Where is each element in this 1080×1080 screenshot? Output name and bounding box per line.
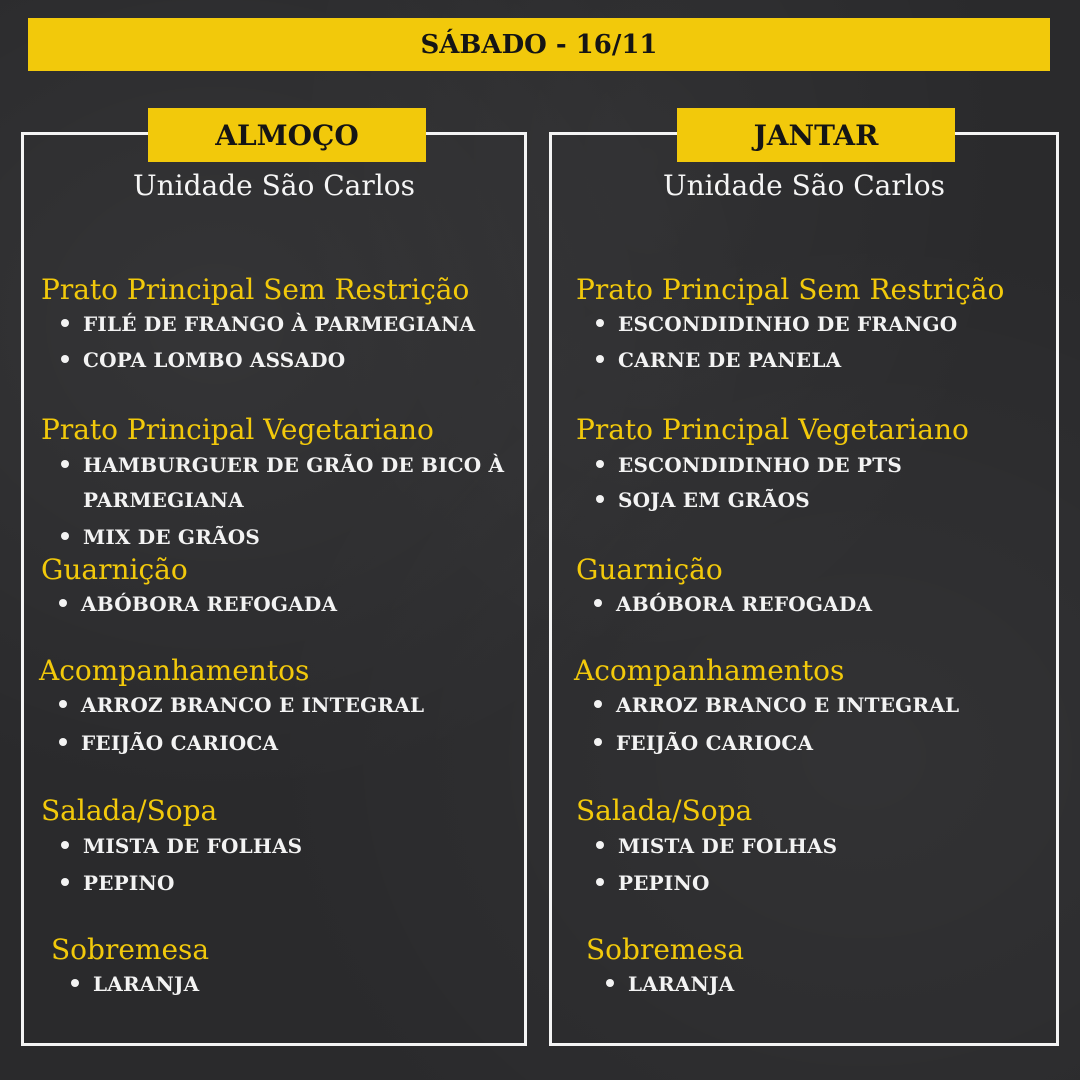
- bullet-icon: [59, 599, 67, 607]
- bullet-icon: [596, 355, 604, 363]
- dinner-garnish-title: Guarnição: [576, 553, 723, 586]
- dinner-sides-title: Acompanhamentos: [574, 654, 845, 687]
- lunch-sides-title: Acompanhamentos: [39, 654, 310, 687]
- bullet-icon: [71, 979, 79, 987]
- list-item: LARANJA: [606, 972, 734, 996]
- bullet-icon: [596, 319, 604, 327]
- list-item: HAMBURGUER DE GRÃO DE BICO À: [61, 453, 504, 477]
- page-title: SÁBADO - 16/11: [28, 18, 1050, 71]
- bullet-icon: [594, 700, 602, 708]
- list-item: ARROZ BRANCO E INTEGRAL: [594, 693, 959, 717]
- lunch-salad-title: Salada/Sopa: [41, 794, 218, 827]
- list-item: ARROZ BRANCO E INTEGRAL: [59, 693, 424, 717]
- lunch-main-unrestricted-title: Prato Principal Sem Restrição: [41, 273, 470, 306]
- dinner-main-vegetarian-title: Prato Principal Vegetariano: [576, 413, 969, 446]
- bullet-icon: [596, 878, 604, 886]
- list-item: LARANJA: [71, 972, 199, 996]
- bullet-icon: [596, 495, 604, 503]
- list-item: ESCONDIDINHO DE PTS: [596, 453, 902, 477]
- dinner-unit: Unidade São Carlos: [663, 169, 945, 202]
- lunch-unit: Unidade São Carlos: [133, 169, 415, 202]
- dinner-label: JANTAR: [677, 108, 955, 162]
- list-item: CARNE DE PANELA: [596, 348, 841, 372]
- bullet-icon: [596, 841, 604, 849]
- bullet-icon: [61, 319, 69, 327]
- dinner-salad-title: Salada/Sopa: [576, 794, 753, 827]
- bullet-icon: [606, 979, 614, 987]
- bullet-icon: [594, 738, 602, 746]
- bullet-icon: [59, 738, 67, 746]
- list-item: COPA LOMBO ASSADO: [61, 348, 345, 372]
- bullet-icon: [61, 532, 69, 540]
- list-item: SOJA EM GRÃOS: [596, 488, 810, 512]
- list-item: MISTA DE FOLHAS: [61, 834, 302, 858]
- bullet-icon: [594, 599, 602, 607]
- lunch-main-vegetarian-title: Prato Principal Vegetariano: [41, 413, 434, 446]
- bullet-icon: [596, 460, 604, 468]
- bullet-icon: [61, 355, 69, 363]
- lunch-panel: [21, 118, 527, 1046]
- list-item: FEIJÃO CARIOCA: [594, 731, 813, 755]
- bullet-icon: [61, 460, 69, 468]
- list-item: FILÉ DE FRANGO À PARMEGIANA: [61, 312, 475, 336]
- lunch-dessert-title: Sobremesa: [51, 933, 210, 966]
- bullet-icon: [61, 841, 69, 849]
- list-item: MIX DE GRÃOS: [61, 525, 260, 549]
- list-item-continuation: PARMEGIANA: [83, 488, 244, 512]
- dinner-main-unrestricted-title: Prato Principal Sem Restrição: [576, 273, 1005, 306]
- list-item: ABÓBORA REFOGADA: [59, 592, 337, 616]
- lunch-garnish-title: Guarnição: [41, 553, 188, 586]
- list-item: ABÓBORA REFOGADA: [594, 592, 872, 616]
- list-item: ESCONDIDINHO DE FRANGO: [596, 312, 957, 336]
- bullet-icon: [61, 878, 69, 886]
- bullet-icon: [59, 700, 67, 708]
- lunch-label: ALMOÇO: [148, 108, 426, 162]
- dinner-panel: [549, 118, 1059, 1046]
- list-item: MISTA DE FOLHAS: [596, 834, 837, 858]
- dinner-dessert-title: Sobremesa: [586, 933, 745, 966]
- list-item: PEPINO: [596, 871, 710, 895]
- list-item: FEIJÃO CARIOCA: [59, 731, 278, 755]
- list-item: PEPINO: [61, 871, 175, 895]
